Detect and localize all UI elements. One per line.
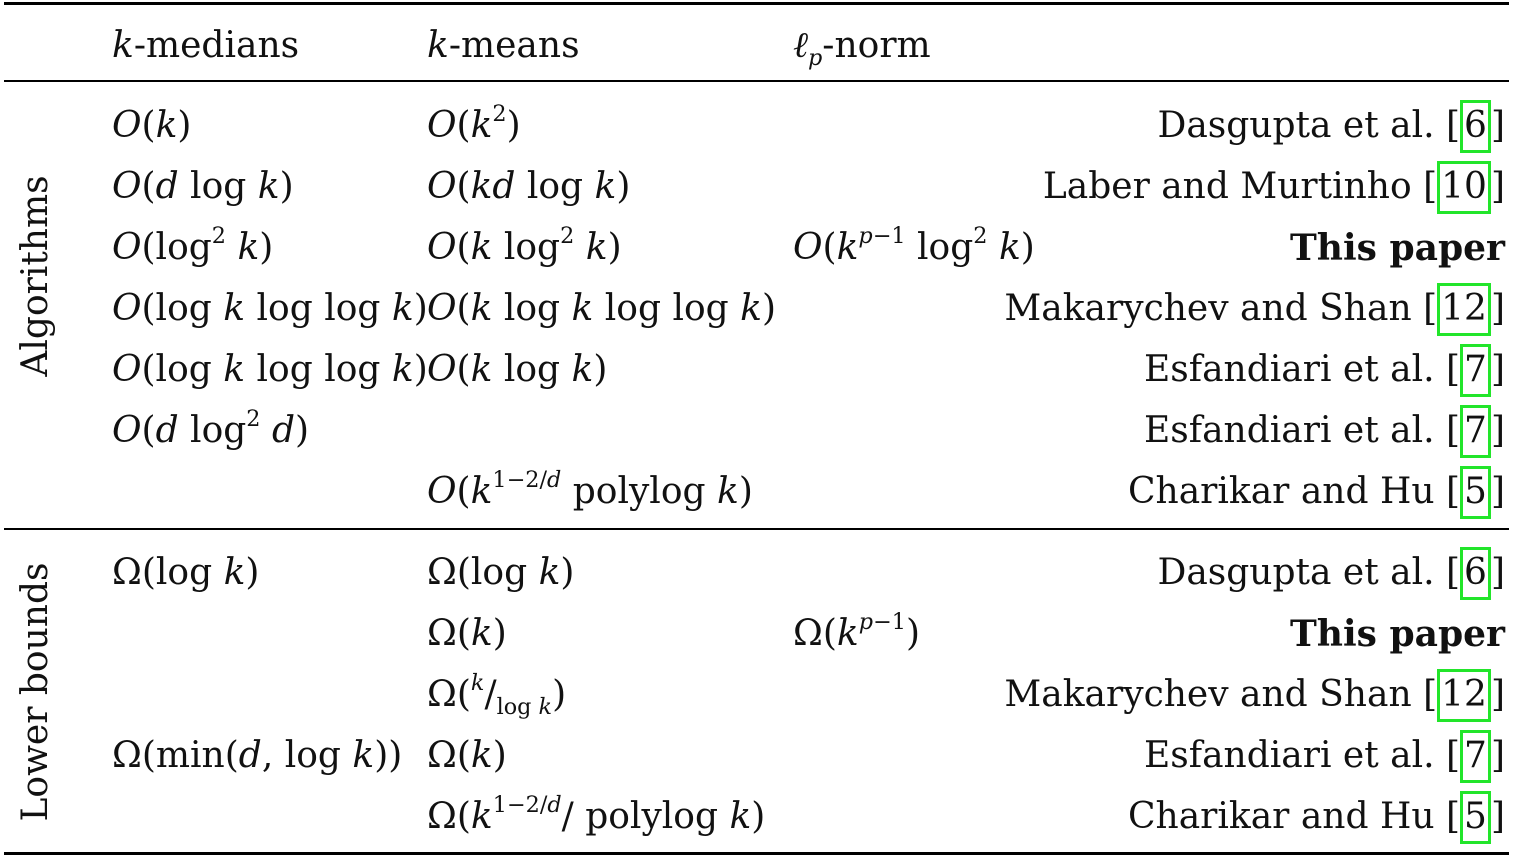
citation-link[interactable]: 7	[1460, 344, 1491, 397]
citation-link[interactable]: 12	[1437, 669, 1491, 722]
kmeans-cell: Ω(k)	[427, 735, 507, 776]
kmeans-cell: O(k log k)	[427, 349, 608, 390]
kmeans-cell: $\Omega(k^{1-2/d}/$ polylog k)	[427, 791, 766, 837]
source-cell: Makarychev and Shan [ 12 ]	[1004, 291, 1505, 327]
citation-link[interactable]: 5	[1460, 466, 1491, 519]
source-cell: Esfandiari et al. [ 7 ]	[1144, 413, 1505, 449]
group-label-lower-bounds: Lower bounds	[15, 562, 56, 822]
kmeans-cell: Ω(log k)	[427, 552, 575, 593]
citation-link[interactable]: 7	[1460, 405, 1491, 458]
source-cell-this-paper: This paper	[1290, 613, 1505, 655]
citation-link[interactable]: 5	[1460, 791, 1491, 844]
kmeans-cell: $O(k^{1-2/d}$ polylog k)	[427, 466, 753, 512]
kmedians-cell: Ω(min(d, log k))	[112, 735, 403, 776]
kmedians-cell: Ω(log k)	[112, 552, 260, 593]
kmedians-cell: O(d $\log^2 d$)	[112, 405, 310, 451]
kmedians-cell: $O(\log^2$ k)	[112, 222, 274, 268]
group-separator-rule	[4, 528, 1509, 530]
table-bottom-rule	[4, 852, 1509, 855]
citation-link[interactable]: 12	[1437, 283, 1491, 336]
kmedians-cell: O(log k log log k)	[112, 288, 428, 329]
kmeans-cell: $\Omega(^k/_{log k})$	[427, 669, 567, 721]
source-cell: Laber and Murtinho [ 10 ]	[1043, 169, 1505, 205]
header-kmeans: k-means	[427, 25, 580, 66]
kmeans-cell: O(kd log k)	[427, 166, 631, 207]
kmeans-cell: O(k $\log^2 k$)	[427, 222, 622, 268]
source-cell: Charikar and Hu [ 5 ]	[1128, 474, 1505, 510]
lp-norm-cell: $O(k^{p-1}$ $\log^2 k$)	[793, 222, 1035, 268]
kmedians-cell: O(log k log log k)	[112, 349, 428, 390]
group-label-algorithms: Algorithms	[15, 175, 56, 377]
citation-link[interactable]: 7	[1460, 730, 1491, 783]
header-lp-norm: ℓ$_p$-norm	[793, 25, 931, 72]
citation-link[interactable]: 6	[1460, 100, 1491, 153]
source-cell: Esfandiari et al. [ 7 ]	[1144, 738, 1505, 774]
table-top-rule	[4, 2, 1509, 5]
header-rule	[4, 80, 1509, 82]
citation-link[interactable]: 6	[1460, 547, 1491, 600]
kmeans-cell: O(k log k log log k)	[427, 288, 777, 329]
kmedians-cell: O(k)	[112, 105, 192, 146]
kmeans-cell: $O(k^2)$	[427, 100, 521, 146]
lp-norm-cell: $\Omega(k^{p-1})$	[793, 608, 920, 654]
source-cell: Dasgupta et al. [ 6 ]	[1157, 108, 1505, 144]
header-kmedians: k-medians	[112, 25, 300, 66]
source-cell: Charikar and Hu [ 5 ]	[1128, 799, 1505, 835]
kmeans-cell: Ω(k)	[427, 613, 507, 654]
source-cell: Makarychev and Shan [ 12 ]	[1004, 677, 1505, 713]
source-cell-this-paper: This paper	[1290, 227, 1505, 269]
kmedians-cell: O(d log k)	[112, 166, 294, 207]
citation-link[interactable]: 10	[1437, 161, 1491, 214]
source-cell: Esfandiari et al. [ 7 ]	[1144, 352, 1505, 388]
source-cell: Dasgupta et al. [ 6 ]	[1157, 555, 1505, 591]
